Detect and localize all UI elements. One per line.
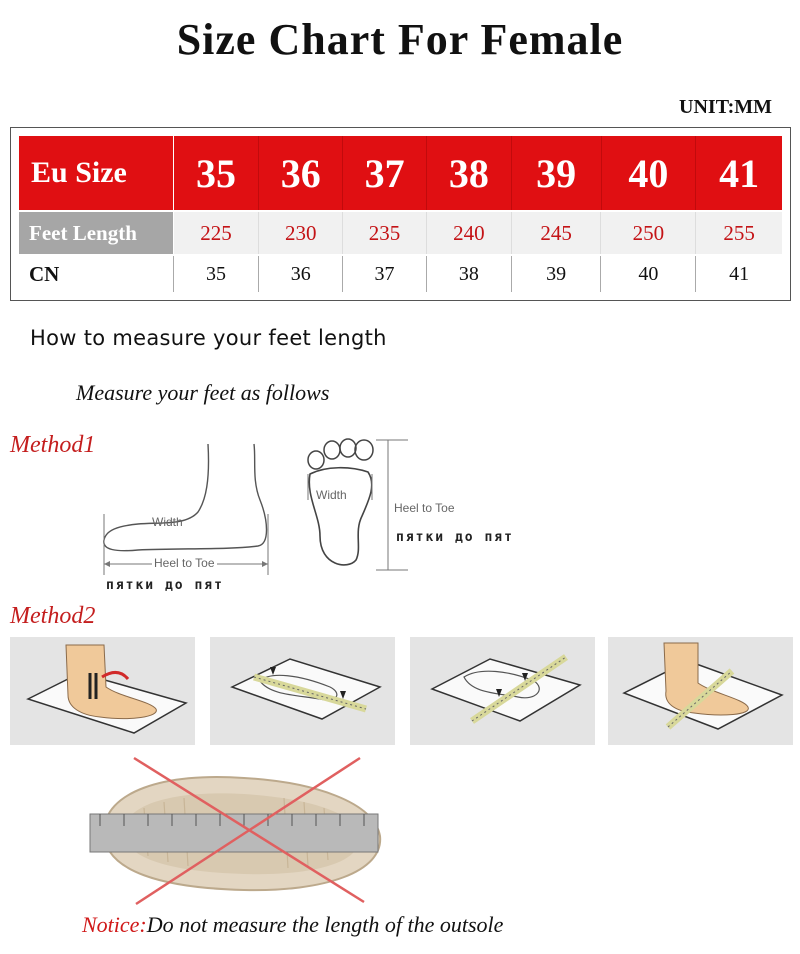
feet-length-cell: 240 [427, 212, 512, 254]
notice-label: Notice: [82, 912, 147, 937]
cn-size-cell: 40 [601, 256, 696, 292]
outsole-measure-image [84, 752, 394, 912]
method1-label: Method1 [10, 432, 96, 458]
feet-length-cell: 255 [696, 212, 782, 254]
method2-label: Method2 [10, 603, 96, 629]
step-4-image [608, 637, 793, 745]
width-label: Width [152, 515, 183, 529]
notice-text [82, 912, 503, 938]
heel-to-toe-label: Heel to Toe [154, 556, 215, 570]
cn-size-cell: 41 [729, 262, 750, 285]
cn-size-label: CN [19, 256, 174, 292]
eu-size-cell: 41 [719, 150, 760, 196]
heel-to-toe-russian-label: пятки до пят [106, 578, 224, 593]
page-title: Size Chart For Female [176, 15, 624, 64]
eu-size-cell: 35 [174, 136, 260, 210]
cn-size-cell: 37 [343, 256, 427, 292]
step-2-image [210, 637, 395, 745]
cn-size-cell: 35 [174, 256, 260, 292]
feet-length-cell: 225 [174, 212, 260, 254]
step-3-image [410, 637, 595, 745]
eu-size-cell: 37 [343, 136, 427, 210]
eu-size-cell: 36 [259, 136, 343, 210]
feet-length-cell: 245 [512, 212, 602, 254]
eu-size-label: Eu Size [19, 136, 174, 210]
sole-heel-to-toe-label: Heel to Toe [394, 501, 455, 515]
feet-length-cell: 230 [259, 212, 343, 254]
feet-length-cell: 250 [601, 212, 696, 254]
eu-size-cell: 39 [512, 136, 602, 210]
cn-size-cell: 36 [259, 256, 343, 292]
eu-size-row [19, 136, 782, 210]
unit-label: UNIT:MM [679, 96, 772, 118]
feet-length-label: Feet Length [19, 212, 174, 254]
size-table [10, 127, 791, 301]
eu-size-cell: 38 [427, 136, 512, 210]
feet-length-row [19, 212, 782, 254]
sole-heel-to-toe-russian-label: пятки до пят [396, 530, 514, 545]
measure-instructions: Measure your feet as follows [76, 380, 330, 405]
cn-size-row [19, 256, 782, 292]
sole-width-label: Width [316, 488, 347, 502]
eu-size-cell: 40 [602, 136, 697, 210]
foot-side-view-icon [98, 440, 278, 575]
notice-message: Do not measure the length of the outsole [146, 912, 504, 937]
cn-size-cell: 39 [512, 256, 602, 292]
step-1-image [10, 637, 195, 745]
feet-length-cell: 235 [343, 212, 427, 254]
how-to-measure-heading: How to measure your feet length [30, 326, 387, 350]
cn-size-cell: 38 [427, 256, 512, 292]
